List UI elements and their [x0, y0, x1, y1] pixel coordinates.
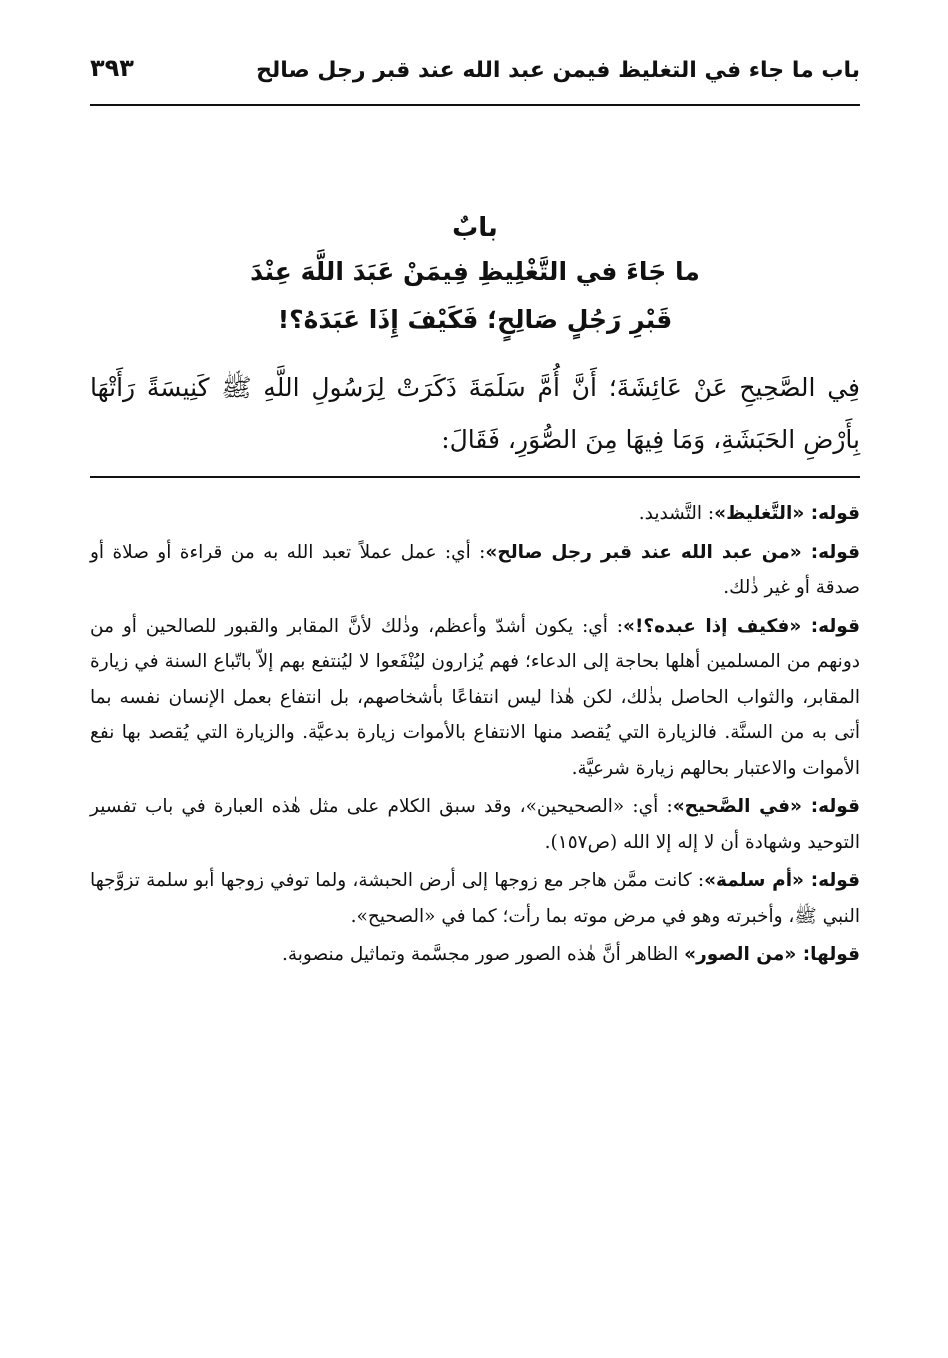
running-title: باب ما جاء في التغليظ فيمن عبد الله عند قبر رجل صالح	[256, 58, 860, 83]
running-header	[90, 48, 860, 106]
book-page	[90, 48, 860, 1338]
commentary-lead: قولها: «من الصور»	[684, 944, 860, 965]
commentary-lead: قوله: «من عبد الله عند قبر رجل صالح»	[485, 541, 860, 563]
main-text: فِي الصَّحِيحِ عَنْ عَائِشَةَ؛ أَنَّ أُمَّ سَلَمَةَ ذَكَرَتْ لِرَسُولِ اللَّهِ ﷺ كَنِيسَةً رَأَتْهَا بِأَرْضِ الحَبَشَةِ، وَمَا فِيهَا مِنَ الصُّوَرِ، فَقَالَ:	[90, 373, 860, 454]
commentary-text: : أي: «الصحيحين»، وقد سبق الكلام على مثل هٰذه العبارة في باب تفسير التوحيد وشهادة أن لا إله إلا الله (ص١٥٧).	[90, 796, 860, 853]
commentary-paragraph	[90, 496, 860, 532]
commentary-lead: قوله: «في الصَّحيح»	[672, 796, 861, 817]
commentary-paragraph	[90, 937, 860, 973]
commentary-paragraph	[90, 609, 860, 787]
commentary-text: : كانت ممَّن هاجر مع زوجها إلى أرض الحبشة، ولما توفي زوجها أبو سلمة تزوَّجها النبي ﷺ، وأخبرته وهو في مرض موته بما رأت؛ كما في «الصحيح».	[90, 870, 860, 927]
commentary-text: : أي: عمل عملاً تعبد الله به من قراءة أو صلاة أو صدقة أو غير ذٰلك.	[90, 541, 860, 598]
page-number: ٣٩٣	[90, 54, 134, 82]
commentary-lead: قوله: «التَّغليظ»	[714, 503, 860, 524]
commentary-lead: قوله: «أم سلمة»	[704, 870, 860, 891]
commentary	[90, 496, 860, 973]
chapter-label: بابٌ	[452, 213, 498, 243]
divider	[90, 476, 860, 478]
commentary-paragraph	[90, 789, 860, 860]
chapter-title-line-2: قَبْرِ رَجُلٍ صَالِحٍ؛ فَكَيْفَ إِذَا عَبَدَهُ؟!	[277, 305, 673, 334]
chapter-heading	[90, 208, 860, 344]
commentary-paragraph	[90, 863, 860, 934]
commentary-paragraph	[90, 535, 860, 606]
commentary-text: الظاهر أنَّ هٰذه الصور صور مجسَّمة وتماثيل منصوبة.	[281, 944, 685, 965]
commentary-lead: قوله: «فكيف إذا عبده؟!»	[623, 615, 860, 637]
commentary-text: : التَّشديد.	[638, 503, 715, 524]
commentary-text: : أي: يكون أشدّ وأعظم، وذٰلك لأنَّ المقابر والقبور للصالحين أو من دونهم من المسلمين أهلها بحاجة إلى الدعاء؛ فهم يُزارون ليُنْفَعوا لا ليُنتفع بهم إلاّ باتّباع السنة في زيارة المقابر، والثواب الحاصل بذٰلك، لكن هٰذا ليس انتفاعًا بأشخاصهم، بل انتفاع بعمل الإنسان نفسه بما أتى به من السنَّة. فالزيارة التي يُقصد منها الانتفاع بالأموات زيارة بدعيَّة. والزيارة التي يُقصد بها نفع الأموات والاعتبار بحالهم زيارة شرعيَّة.	[90, 615, 860, 779]
chapter-title-line-1: ما جَاءَ في التَّغْلِيظِ فِيمَنْ عَبَدَ اللَّهَ عِنْدَ	[250, 257, 700, 286]
